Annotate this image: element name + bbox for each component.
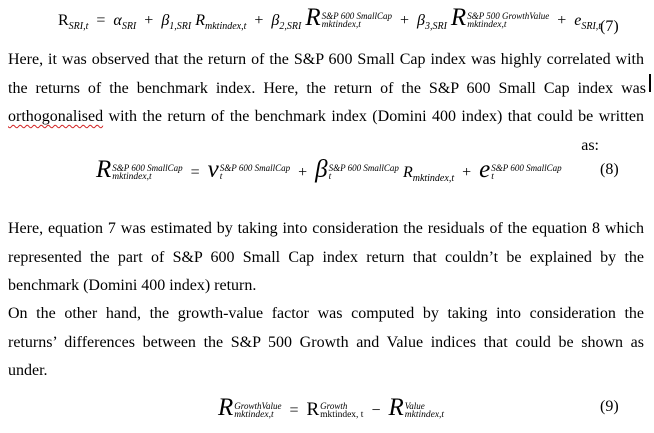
eq7-alpha-subscript: SRI <box>121 21 137 32</box>
eq7-error: e <box>574 12 582 29</box>
equation-7: $R_{SRI,t} = \alpha_{SRI} + \beta_{1,SRI}$ $R_{mktindex,t} + \beta_{2,SRI}$ R S&P 600 SmallCap mktindex,t + $\beta_{3,SRI}$ R S&P 500 GrowthValue mktindex,t + $e_{SRI,t}$ <box>58 4 602 32</box>
eq9-lhs-superscript: GrowthValue <box>234 400 282 411</box>
text-cursor <box>649 74 651 92</box>
eq7-equals: = <box>96 12 106 29</box>
eq7-r-growthvalue-superscript: S&P 500 GrowthValue <box>467 10 550 21</box>
spell-check-word[interactable]: orthogonalised <box>8 108 104 125</box>
para2-line1: Here, equation 7 was estimated by taking into consideration the residuals of the equation 8 which <box>8 220 644 237</box>
para1-line2: the returns of the benchmark index. Here, the return of the S&P 600 Small Cap index was <box>8 79 646 97</box>
eq8-beta-subscript: t <box>328 172 332 183</box>
equation-8-number: (8) <box>600 161 619 178</box>
paragraph-residuals <box>8 215 644 301</box>
eq9-r-growth-subscript: mktindex, t <box>320 410 364 421</box>
eq7-r-smallcap: R <box>305 4 321 31</box>
equation-9: R GrowthValue mktindex,t = R Growth mktindex, t − R Value mktindex,t <box>218 394 445 421</box>
eq9-r-growth: R <box>306 399 320 420</box>
equation-8: R S&P 600 SmallCap mktindex,t = ν S&P 600 SmallCap t + β S&P 600 SmallCap t $R_{mktindex,t} + e$ S&P 600 SmallCap t <box>96 156 562 184</box>
eq8-nu: ν <box>207 156 219 183</box>
eq7-r-market-subscript: mktindex,t <box>205 21 247 32</box>
eq8-nu-superscript: S&P 600 SmallCap <box>219 162 291 173</box>
eq9-r-value-subscript: mktindex,t <box>404 410 445 421</box>
para3-line3: under. <box>8 362 48 379</box>
eq9-lhs-subscript: mktindex,t <box>234 410 274 421</box>
eq7-r-growthvalue: R <box>450 4 467 31</box>
eq7-r-smallcap-superscript: S&P 600 SmallCap <box>321 10 392 21</box>
eq7-r-growthvalue-subscript: mktindex,t <box>467 20 507 31</box>
eq7-beta3: β <box>417 12 425 29</box>
para2-line2: represented the part of S&P 600 Small Cap index return that couldn’t be explained by the <box>8 248 644 266</box>
eq8-beta-superscript: S&P 600 SmallCap <box>328 162 399 173</box>
eq8-lhs-r: R <box>96 156 112 183</box>
eq9-r-value-superscript: Value <box>404 400 425 411</box>
eq7-beta2-subscript: 2,SRI <box>279 21 302 32</box>
eq8-lhs-subscript: mktindex,t <box>112 172 152 183</box>
eq7-lhs-symbol: R <box>58 12 69 29</box>
eq7-lhs-subscript: SRI,t <box>68 21 89 32</box>
paragraph-growth-value <box>8 300 644 386</box>
eq8-error-superscript: S&P 600 SmallCap <box>491 162 562 173</box>
para3-line1: On the other hand, the growth-value factor was computed by taking into consideration the <box>8 305 644 322</box>
eq7-alpha: α <box>113 12 122 29</box>
eq7-beta2: β <box>271 12 280 29</box>
eq8-nu-subscript: t <box>219 172 223 183</box>
eq9-r-value: R <box>388 394 404 421</box>
equation-7-number: (7) <box>600 18 619 35</box>
eq7-beta1-subscript: 1,SRI <box>169 21 192 32</box>
para1-as: as: <box>581 136 599 154</box>
eq9-r-growth-superscript: Growth <box>320 400 348 411</box>
para1-line3-rest: with the return of the benchmark index (Domini 400 index) that could be written <box>103 108 644 125</box>
eq7-lhs <box>58 12 89 32</box>
eq8-beta: β <box>315 156 328 183</box>
eq7-beta1: β <box>161 12 170 29</box>
eq9-minus: − <box>371 402 381 419</box>
eq8-r-market-subscript: mktindex,t <box>412 173 455 184</box>
eq7-beta3-subscript: 3,SRI <box>424 21 447 32</box>
eq7-r-market: R <box>195 12 206 29</box>
para1-line1: Here, it was observed that the return of the S&P 600 Small Cap index was highly correlated with <box>8 51 644 68</box>
para3-line2: returns’ differences between the S&P 500 Growth and Value indices that could be shown as <box>8 333 644 351</box>
eq8-error: e <box>479 156 491 183</box>
eq7-error-subscript: SRI,t <box>581 21 602 32</box>
equation-9-number: (9) <box>600 398 619 415</box>
eq9-lhs-r: R <box>218 394 234 421</box>
paragraph-orthogonalisation <box>8 46 644 160</box>
para2-line3: benchmark (Domini 400 index) return. <box>8 277 257 294</box>
eq8-r-market: R <box>402 164 413 181</box>
para1-line3 <box>8 103 644 132</box>
eq7-r-smallcap-subscript: mktindex,t <box>321 20 361 31</box>
eq8-lhs-superscript: S&P 600 SmallCap <box>112 162 183 173</box>
eq8-error-subscript: t <box>491 172 494 183</box>
